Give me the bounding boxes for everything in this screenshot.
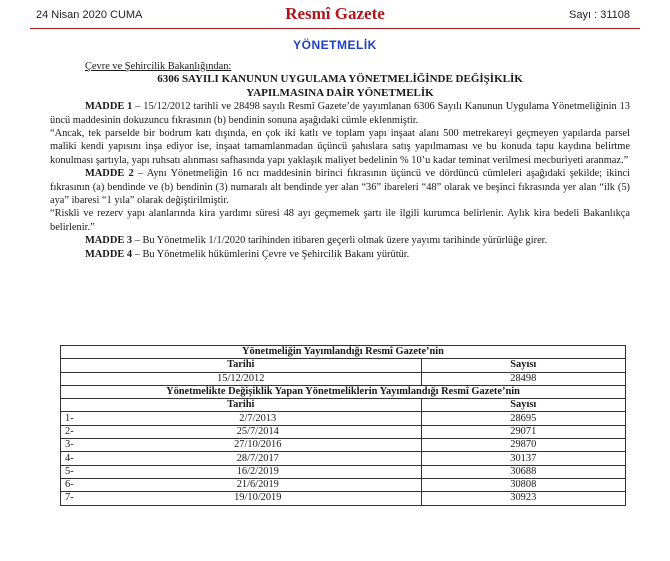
date-cell: 27/10/2016 (95, 439, 421, 452)
column-header-number: Sayısı (421, 359, 625, 372)
original-date-cell: 15/12/2012 (61, 372, 422, 385)
article-4-text: – Bu Yönetmelik hükümlerini Çevre ve Şehircilik Bakanı yürütür. (132, 248, 410, 260)
issue-date: 24 Nisan 2020 CUMA (36, 9, 143, 21)
issue-number: Sayı : 31108 (569, 9, 630, 21)
row-number-cell: 7- (61, 492, 96, 505)
article-3-text: – Bu Yönetmelik 1/1/2020 tarihinden itibaren geçerli olmak üzere yayımı tarihinde yürürlüğe girer. (132, 235, 548, 247)
article-1-quote: “Ancak, tek parselde bir bodrum katı dışında, en çok iki katlı ve toplam yapı inşaat alanı 500 metrekareyi geçmeyen yapılarda parsel maliki kendi yapısını inşa ediyor ise, inşaat tamamlanmadan üçüncü şahıslara satış yapılmaması ve bu konuda tapu kaydına belirtme konulması şartıyla, yapı ruhsatı alınması safhasında yapı yaklaşık maliyet bedelinin % 10’u kadar teminat verilmesi mecburiyeti aranmaz.” (50, 128, 630, 166)
number-cell: 28695 (421, 412, 625, 425)
table-caption-row (61, 385, 626, 398)
row-number-cell: 3- (61, 439, 96, 452)
table-row (61, 465, 626, 478)
date-cell: 21/6/2019 (95, 478, 421, 491)
date-cell: 2/7/2013 (95, 412, 421, 425)
ministry-name: Çevre ve Şehircilik Bakanlığından: (85, 61, 232, 72)
table-row (61, 492, 626, 505)
article-2-text: – Aynı Yönetmeliğin 16 ncı maddesinin birinci fıkrasının üçüncü ve dördüncü cümleleri aşağıdaki şekilde; ikinci fıkrasının (a) bendinde ve (b) bendinin (3) numaralı alt bendinde yer alan “36” ibareleri “48” olarak ve beşinci fıkrasında yer alan “ilk (5) aya” ibaresi “1 yıla” olarak değiştirilmiştir. (50, 168, 630, 207)
row-number-cell: 5- (61, 465, 96, 478)
column-header-date: Tarihi (61, 399, 422, 412)
article-2-quote: “Riskli ve rezerv yapı alanlarında kira yardımı süresi 48 ayı geçmemek şartı ile ilgili kurumca belirlenir. Aylık kira bedeli Bakanlıkça belirlenir.” (50, 208, 630, 233)
date-cell: 19/10/2019 (95, 492, 421, 505)
gazette-title: Resmî Gazete (285, 4, 385, 23)
article-3 (50, 234, 630, 247)
date-cell: 28/7/2017 (95, 452, 421, 465)
table-caption-original: Yönetmeliğin Yayımlandığı Resmî Gazete’nin (61, 346, 626, 359)
article-4-label: MADDE 4 (85, 248, 133, 260)
number-cell: 30923 (421, 492, 625, 505)
table-row (61, 439, 626, 452)
regulation-title-line-2: YAPILMASINA DAİR YÖNETMELİK (246, 86, 434, 99)
regulation-body (50, 60, 630, 261)
table-row (61, 412, 626, 425)
table-caption-amendments: Yönetmelikte Değişiklik Yapan Yönetmeliklerin Yayımlandığı Resmî Gazete’nin (61, 385, 626, 398)
article-3-label: MADDE 3 (85, 235, 133, 247)
table-row (61, 425, 626, 438)
row-number-cell: 6- (61, 478, 96, 491)
column-header-date: Tarihi (61, 359, 422, 372)
table-row (61, 452, 626, 465)
number-cell: 29870 (421, 439, 625, 452)
row-number-cell: 2- (61, 425, 96, 438)
header-divider (30, 28, 640, 29)
article-2 (50, 167, 630, 207)
regulation-title-line-1: 6306 SAYILI KANUNUN UYGULAMA YÖNETMELİĞİNDE DEĞİŞİKLİK (157, 73, 523, 86)
table-header-row (61, 359, 626, 372)
article-2-label: MADDE 2 (85, 168, 134, 180)
number-cell: 30688 (421, 465, 625, 478)
column-header-number: Sayısı (421, 399, 625, 412)
article-1-text: – 15/12/2012 tarihli ve 28498 sayılı Resmî Gazete’de yayımlanan 6306 Sayılı Kanunun Uygulama Yönetmeliğinin 13 üncü maddesinin dokuzuncu fıkrasının (b) bendinin sonuna aşağıdaki cümle eklenmiştir. (50, 101, 630, 126)
publication-table (60, 345, 626, 506)
number-cell: 29071 (421, 425, 625, 438)
number-cell: 30137 (421, 452, 625, 465)
table-row (61, 478, 626, 491)
row-number-cell: 4- (61, 452, 96, 465)
table-caption-row (61, 346, 626, 359)
section-label: YÖNETMELİK (293, 38, 377, 52)
article-1-label: MADDE 1 (85, 101, 133, 113)
table-row (61, 372, 626, 385)
table-header-row (61, 399, 626, 412)
article-1 (50, 100, 630, 127)
article-4 (50, 248, 630, 261)
original-number-cell: 28498 (421, 372, 625, 385)
date-cell: 25/7/2014 (95, 425, 421, 438)
row-number-cell: 1- (61, 412, 96, 425)
date-cell: 16/2/2019 (95, 465, 421, 478)
number-cell: 30808 (421, 478, 625, 491)
gazette-header (0, 0, 670, 30)
